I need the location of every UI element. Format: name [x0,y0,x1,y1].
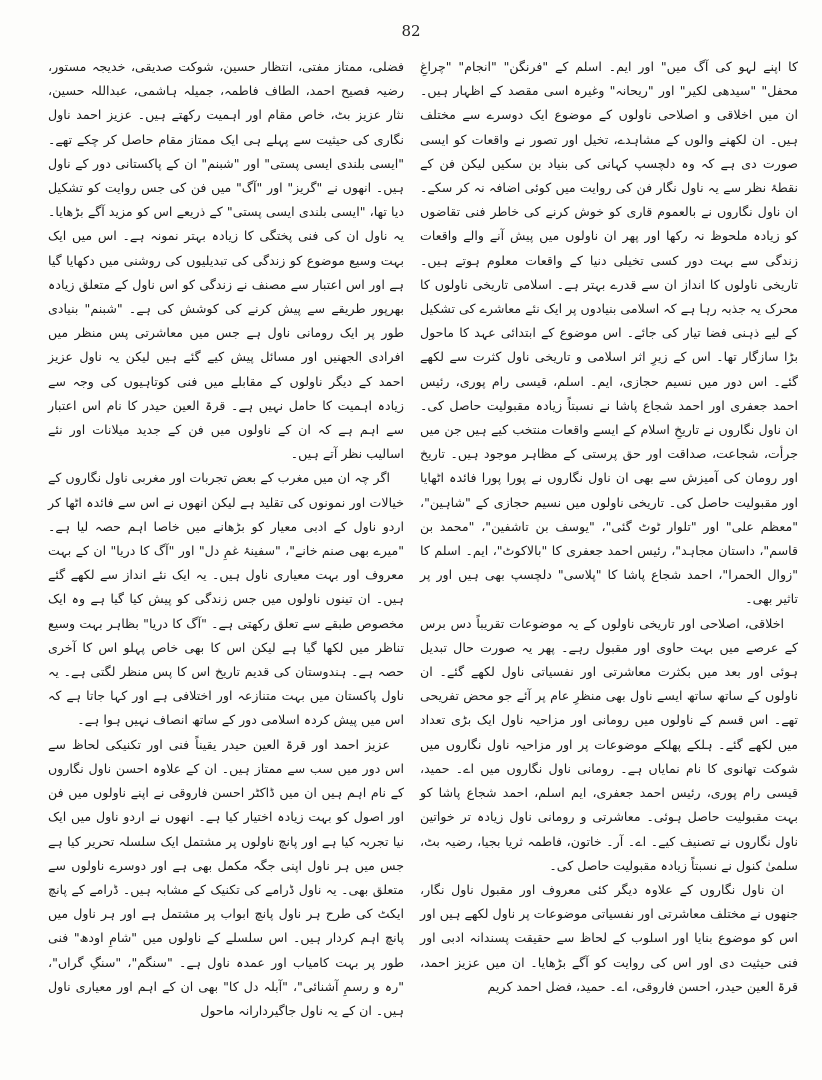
paragraph: کا اپنے لہو کی آگ میں" اور ایم۔ اسلم کے "فرنگن" "انجام" "چراغِ محفل" "سیدھی لکیر" اور "ریحانہ" وغیرہ اسی مقصد کے اظہار ہیں۔ ان میں اخلاقی و اصلاحی ناولوں کے موضوع ایک دوسرے سے مختلف ہیں۔ ان لکھنے والوں کے مشاہدے، تخیل اور تصور نے واقعات کو ایسی صورت دی ہے کہ وہ دلچسپ کہانی کی بنیاد بن سکیں لیکن فن کے نقطۂ نظر سے یہ ناول نگار فن کی روایت میں کوئی اضافہ نہ کر سکے۔ ان ناول نگاروں نے بالعموم قاری کو خوش کرنے کی خاطر فنی تقاضوں کو زیادہ ملحوظ نہ رکھا اور پھر ان ناولوں میں پیش آنے والے واقعات زندگی سے بہت دور کسی تخیلی دنیا کے واقعات معلوم ہوتے ہیں۔ تاریخی ناولوں کا انداز ان سے قدرے بہتر ہے۔ اسلامی تاریخی ناولوں کا محرک یہ جذبہ رہا ہے کہ اسلامی بنیادوں پر ایک نئے معاشرے کی تشکیل کے لیے ذہنی فضا تیار کی جائے۔ اس موضوع کے ابتدائی عہد کا ماحول بڑا سازگار تھا۔ اس کے زیرِ اثر اسلامی و تاریخی ناول کثرت سے لکھے گئے۔ اس دور میں نسیم حجازی، ایم۔ اسلم، قیسی رام پوری، رئیس احمد جعفری اور احمد شجاع پاشا نے نسبتاً زیادہ مقبولیت حاصل کی۔ ان ناول نگاروں نے تاریخِ اسلام کے ایسے واقعات منتخب کیے ہیں جن میں جرأت، شجاعت، صداقت اور حق پرستی کے مظاہر موجود ہیں۔ تاریخ اور رومان کی آمیزش سے بھی ان ناول نگاروں نے پورا پورا فائدہ اٹھایا اور مقبولیت حاصل کی۔ تاریخی ناولوں میں نسیم حجازی کے "شاہین"، "معظم علی" اور "تلوار ٹوٹ گئی"، "یوسف بن تاشفین"، "محمد بن قاسم"، داستان مجاہد"، رئیس احمد جعفری کا "بالاکوٹ"، ایم۔ اسلم کا "زوال الحمرا"، احمد شجاع پاشا کا "پلاسی" دلچسپ بھی ہیں اور پر تاثیر بھی۔ [420,59,798,607]
paragraph: فضلی، ممتاز مفتی، انتظار حسین، شوکت صدیقی، خدیجہ مستور، رضیہ فصیح احمد، الطاف فاطمہ، جمیلہ ہاشمی، عبداللہ حسین، نثار عزیز بٹ، خاص مقام اور اہمیت رکھتے ہیں۔ عزیز احمد ناول نگاری کی حیثیت سے پہلے ہی ایک ممتاز مقام حاصل کر چکے تھے۔ "ایسی بلندی ایسی پستی" اور "شبنم" ان کے پاکستانی دور کے ناول ہیں۔ انھوں نے "گریز" اور "آگ" میں فن کی جس روایت کو تشکیل دیا تھا، "ایسی بلندی ایسی پستی" کے ذریعے اس کو مزید آگے بڑھایا۔ یہ ناول ان کی فنی پختگی کا زیادہ بہتر نمونہ ہے۔ اس میں ایک بہت وسیع موضوع کو زندگی کی تبدیلیوں کی روشنی میں دکھایا گیا ہے اور اس اعتبار سے مصنف نے زندگی کو اس ناول کے متعلق زیادہ بھرپور طریقے سے پیش کرنے کی کوشش کی ہے۔ "شبنم" بنیادی طور پر ایک رومانی ناول ہے جس میں معاشرتی پس منظر میں افرادی الجھنیں اور مسائل پیش کیے گئے ہیں لیکن یہ ناول عزیز احمد کے دیگر ناولوں کے مقابلے میں فنی کوتاہیوں کی وجہ سے زیادہ اہمیت کا حامل نہیں ہے۔ قرۃ العین حیدر کا نام اس اعتبار سے اہم ہے کہ ان کے ناولوں میں فن کے جدید میلانات اور نئے اسالیب نظر آتے ہیں۔ [48,59,404,462]
right-text-column [420,55,798,999]
paragraph: عزیز احمد اور قرۃ العین حیدر یقیناً فنی اور تکنیکی لحاظ سے اس دور میں سب سے ممتاز ہیں۔ ان کے علاوہ احسن ناول نگاروں کے نام اہم ہیں ان میں ڈاکٹر احسن فاروقی نے اپنے ناولوں میں فن اور اصول کو بہت زیادہ اختیار کیا ہے۔ انھوں نے اردو ناول میں ایک نیا تجربہ کیا ہے اور پانچ ناولوں پر مشتمل ایک سلسلہ تحریر کیا ہے جس میں ہر ناول اپنی جگہ مکمل بھی ہے اور دوسرے ناولوں سے متعلق بھی۔ یہ ناول ڈرامے کی تکنیک کے مشابہ ہیں۔ ڈرامے کے پانچ ایکٹ کی طرح ہر ناول پانچ ابواب پر مشتمل ہے اور ہر ناول میں پانچ اہم کردار ہیں۔ اس سلسلے کے ناولوں میں "شامِ اودھ" فنی طور پر بہت کامیاب اور عمدہ ناول ہے۔ "سنگم"، "سنگِ گراں"، "رہ و رسمِ آشنائی"، "آبلہ دل کا" بھی ان کے اہم اور معیاری ناول ہیں۔ ان کے یہ ناول جاگیردارانہ ماحول [48,736,404,1018]
paragraph: اخلاقی، اصلاحی اور تاریخی ناولوں کے یہ موضوعات تقریباً دس برس کے عرصے میں بہت حاوی اور مقبول رہے۔ پھر یہ صورت حال تبدیل ہوئی اور بعد میں بکثرت معاشرتی اور نفسیاتی ناول لکھے گئے۔ ان ناولوں کے ساتھ ساتھ ایسے ناول بھی منظرِ عام پر آئے جو محض تفریحی تھے۔ اس قسم کے ناولوں میں رومانی اور مزاحیہ ناول ایک بڑی تعداد میں لکھے گئے۔ ہلکے پھلکے موضوعات پر اور مزاحیہ ناول نگاروں میں شوکت تھانوی کا نام نمایاں ہے۔ رومانی ناول نگاروں میں اے۔ حمید، قیسی رام پوری، رئیس احمد جعفری، ایم اسلم، احمد شجاع پاشا کو بہت مقبولیت حاصل ہوئی۔ معاشرتی و رومانی ناول زیادہ تر خواتین ناول نگاروں نے تصنیف کیے۔ اے۔ آر۔ خاتون، فاطمہ ثریا بجیا، رضیہ بٹ، سلمیٰ کنول نے نسبتاً زیادہ مقبولیت حاصل کی۔ [420,615,798,873]
page-number: 82 [401,22,421,40]
paragraph: اگر چہ ان میں مغرب کے بعض تجربات اور مغربی ناول نگاروں کے خیالات اور نمونوں کی تقلید ہے لیکن انھوں نے اس سے فائدہ اٹھا کر اردو ناول کے ادبی معیار کو بڑھانے میں خاصا اہم حصہ لیا ہے۔ "میرے بھی صنم خانے"، "سفینۂ غمِ دل" اور "آگ کا دریا" ان کے بہت معروف اور بہت معیاری ناول ہیں۔ یہ ایک نئے انداز سے لکھے گئے ہیں۔ ان تینوں ناولوں میں جس زندگی کو پیش کیا گیا ہے وہ ایک مخصوص طبقے سے تعلق رکھتی ہے۔ "آگ کا دریا" بظاہر بہت وسیع تناظر میں لکھا گیا ہے لیکن اس کا بھی خاص پہلو اس کا آخری حصہ ہے۔ ہندوستان کی قدیم تاریخ اس کا پس منظر لگتی ہے۔ یہ ناول پاکستان میں بہت متنازعہ اور اختلافی ہے اور کہا جاتا ہے کہ اس میں پیش کردہ اسلامی دور کے ساتھ انصاف نہیں ہوا ہے۔ [48,470,404,728]
left-text-column [48,55,404,1023]
paragraph: ان ناول نگاروں کے علاوہ دیگر کئی معروف اور مقبول ناول نگار، جنھوں نے مختلف معاشرتی اور نفسیاتی موضوعات پر ناول لکھے ہیں اور اس کو موضوع بنایا اور اسلوب کے لحاظ سے حقیقت پسندانہ ادبی اور فنی حیثیت دی اور اس کی روایت کو آگے بڑھایا۔ ان میں عزیز احمد، قرۃ العین حیدر، احسن فاروقی، اے۔ حمید، فضل احمد کریم [420,881,798,994]
